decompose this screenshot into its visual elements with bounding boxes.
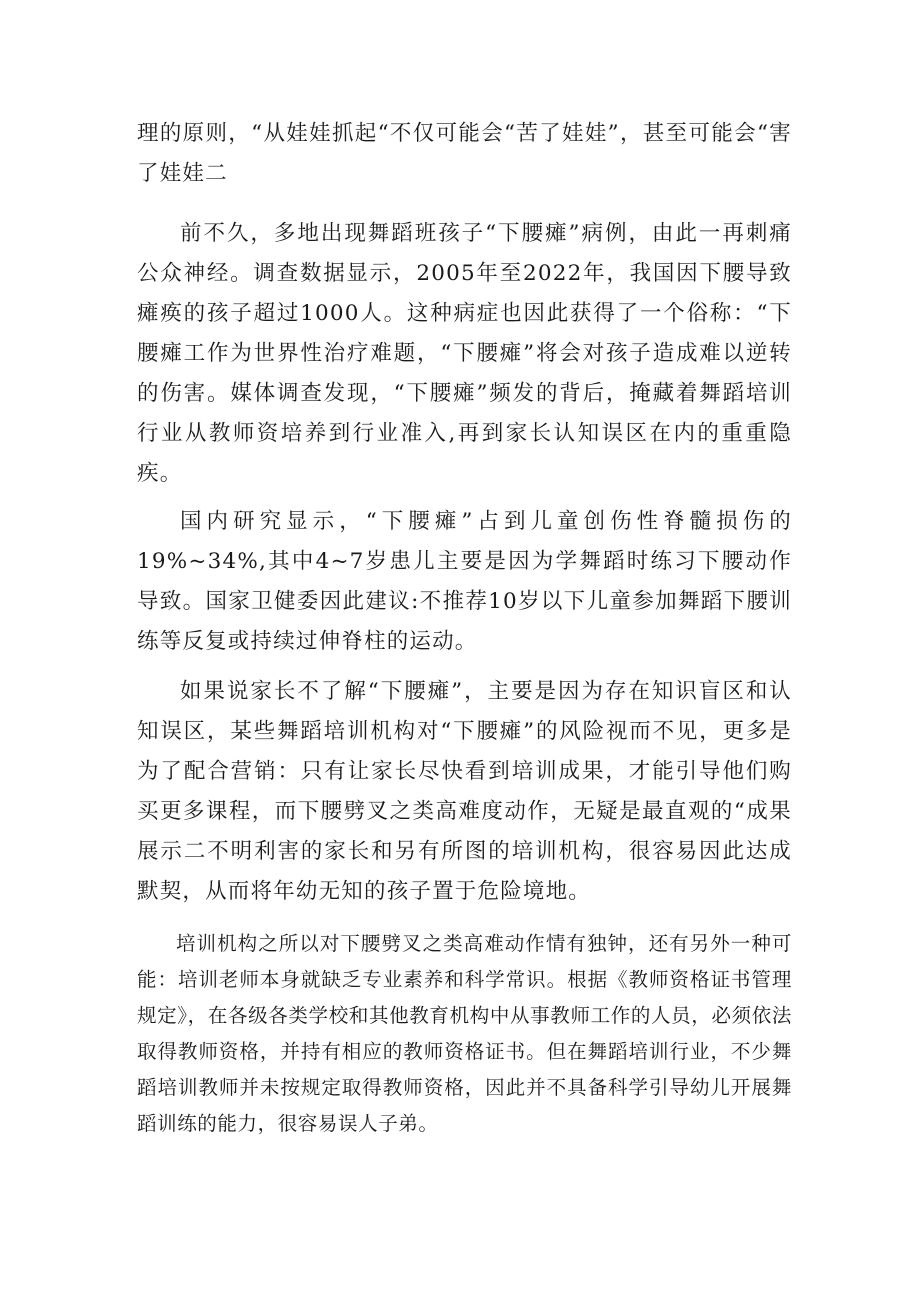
- paragraph-xiayaotan-cases: 前不久，多地出现舞蹈班孩子“下腰瘫”病例，由此一再刺痛公众神经。调查数据显示，2005年至2022年，我国因下腰导致瘫痪的孩子超过1000人。这种病症也因此获得了一个俗称：“下腰瘫工作为世界性治疗难题，“下腰瘫”将会对孩子造成难以逆转的伤害。媒体调查发现，“下腰瘫”频发的背后，掩藏着舞蹈培训行业从教师资培养到行业准入,再到家长认知误区在内的重重隐疾。: [137, 221, 792, 486]
- paragraph-teacher-qualification: 培训机构之所以对下腰劈叉之类高难动作情有独钟，还有另外一种可能：培训老师本身就缺乏专业素养和科学常识。根据《教师资格证书管理规定》，在各级各类学校和其他教育机构中从事教师工作的人员，必须依法取得教师资格，并持有相应的教师资格证书。但在舞蹈培训行业，不少舞蹈培训教师并未按规定取得教师资格，因此并不具备科学引导幼儿开展舞蹈训练的能力，很容易误人子弟。: [137, 932, 792, 1135]
- paragraph-research-findings: 国内研究显示，“下腰瘫”占到儿童创伤性脊髓损伤的19%~34%,其中4~7岁患儿主要是因为学舞蹈时练习下腰动作导致。国家卫健委因此建议:不推荐10岁以下儿童参加舞蹈下腰训练等反复或持续过伸脊柱的运动。: [137, 509, 792, 654]
- paragraph-continuation: 理的原则，“从娃娃抓起“不仅可能会“苦了娃娃”，甚至可能会“害了娃娃二: [137, 121, 792, 186]
- paragraph-marketing-risks: 如果说家长不了解“下腰瘫”，主要是因为存在知识盲区和认知误区，某些舞蹈培训机构对“下腰瘫”的风险视而不见，更多是为了配合营销：只有让家长尽快看到培训成果，才能引导他们购买更多课程，而下腰劈叉之类高难度动作，无疑是最直观的“成果展示二不明利害的家长和另有所图的培训机构，很容易因此达成默契，从而将年幼无知的孩子置于危险境地。: [137, 679, 792, 904]
